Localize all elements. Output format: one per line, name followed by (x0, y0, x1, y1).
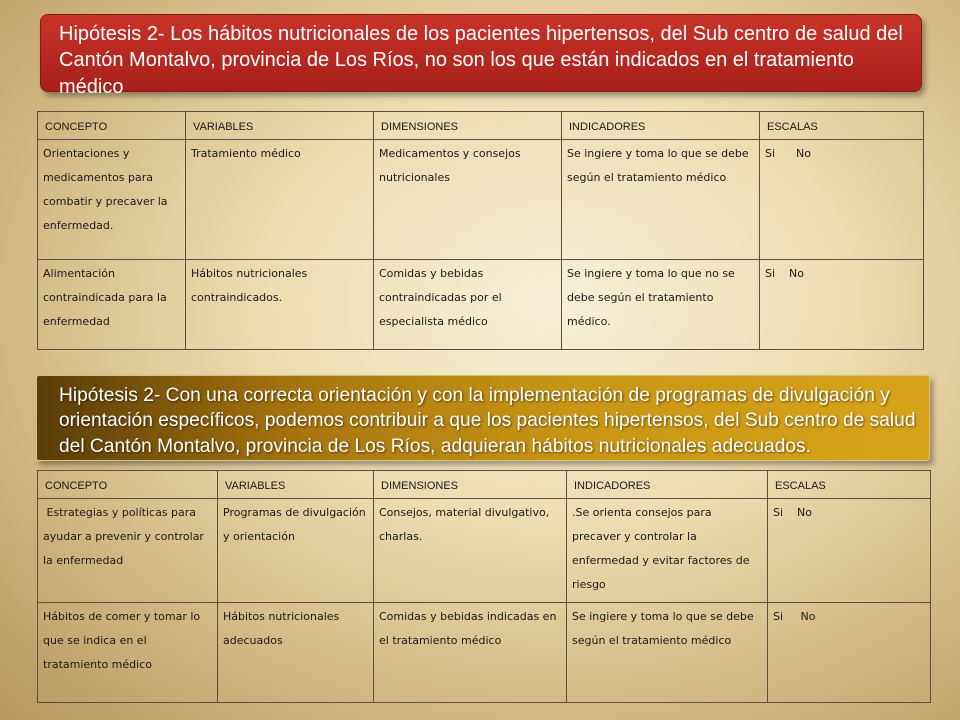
cell-dimensiones: Comidas y bebidas contraindicadas por el especialista médico (374, 260, 562, 350)
table-header-row (38, 112, 924, 140)
cell-dimensiones: Medicamentos y consejos nutricionales (374, 140, 562, 260)
cell-concepto: Hábitos de comer y tomar lo que se indica en el tratamiento médico (38, 603, 218, 703)
cell-concepto: Orientaciones y medicamentos para combatir y precaver la enfermedad. (38, 140, 186, 260)
cell-variables: Hábitos nutricionales adecuados (218, 603, 374, 703)
operationalization-table-1 (37, 111, 924, 350)
cell-indicadores: Se ingiere y toma lo que se debe según el tratamiento médico (562, 140, 760, 260)
hypothesis-2-text: Hipótesis 2- Con una correcta orientación y con la implementación de programas de divulgación y orientación específicos, podemos contribuir a que los pacientes hipertensos, del Sub centro de salud del Cantón Montalvo, provincia de Los Ríos, adquieran hábitos nutricionales adecuados. (59, 385, 916, 457)
cell-indicadores: Se ingiere y toma lo que no se debe según el tratamiento médico. (562, 260, 760, 350)
header-escalas: ESCALAS (760, 112, 924, 140)
header-variables: VARIABLES (218, 471, 374, 499)
cell-indicadores: Se ingiere y toma lo que se debe según el tratamiento médico (567, 603, 768, 703)
operationalization-table-2 (37, 470, 931, 703)
header-concepto: CONCEPTO (38, 471, 218, 499)
header-indicadores: INDICADORES (562, 112, 760, 140)
hypothesis-1-text: Hipótesis 2- Los hábitos nutricionales de los pacientes hipertensos, del Sub centro de salud del Cantón Montalvo, provincia de Los Ríos, no son los que están indicados en el tratamiento médico (59, 23, 903, 98)
cell-concepto: Estrategias y políticas para ayudar a prevenir y controlar la enfermedad (38, 499, 218, 603)
table-row (38, 260, 924, 350)
table-row (38, 140, 924, 260)
cell-variables: Hábitos nutricionales contraindicados. (186, 260, 374, 350)
hypothesis-2-banner (36, 375, 930, 461)
cell-dimensiones: Consejos, material divulgativo, charlas. (374, 499, 567, 603)
header-concepto: CONCEPTO (38, 112, 186, 140)
table-row (38, 603, 931, 703)
cell-dimensiones: Comidas y bebidas indicadas en el tratamiento médico (374, 603, 567, 703)
table-header-row (38, 471, 931, 499)
cell-escalas: Si No (760, 260, 924, 350)
cell-variables: Tratamiento médico (186, 140, 374, 260)
cell-escalas: Si No (768, 499, 931, 603)
header-dimensiones: DIMENSIONES (374, 471, 567, 499)
cell-escalas: Si No (768, 603, 931, 703)
header-indicadores: INDICADORES (567, 471, 768, 499)
cell-escalas: Si No (760, 140, 924, 260)
table-row (38, 499, 931, 603)
header-variables: VARIABLES (186, 112, 374, 140)
cell-indicadores: .Se orienta consejos para precaver y controlar la enfermedad y evitar factores de riesgo (567, 499, 768, 603)
hypothesis-1-banner (40, 14, 922, 98)
cell-concepto: Alimentación contraindicada para la enfermedad (38, 260, 186, 350)
header-escalas: ESCALAS (768, 471, 931, 499)
cell-variables: Programas de divulgación y orientación (218, 499, 374, 603)
header-dimensiones: DIMENSIONES (374, 112, 562, 140)
